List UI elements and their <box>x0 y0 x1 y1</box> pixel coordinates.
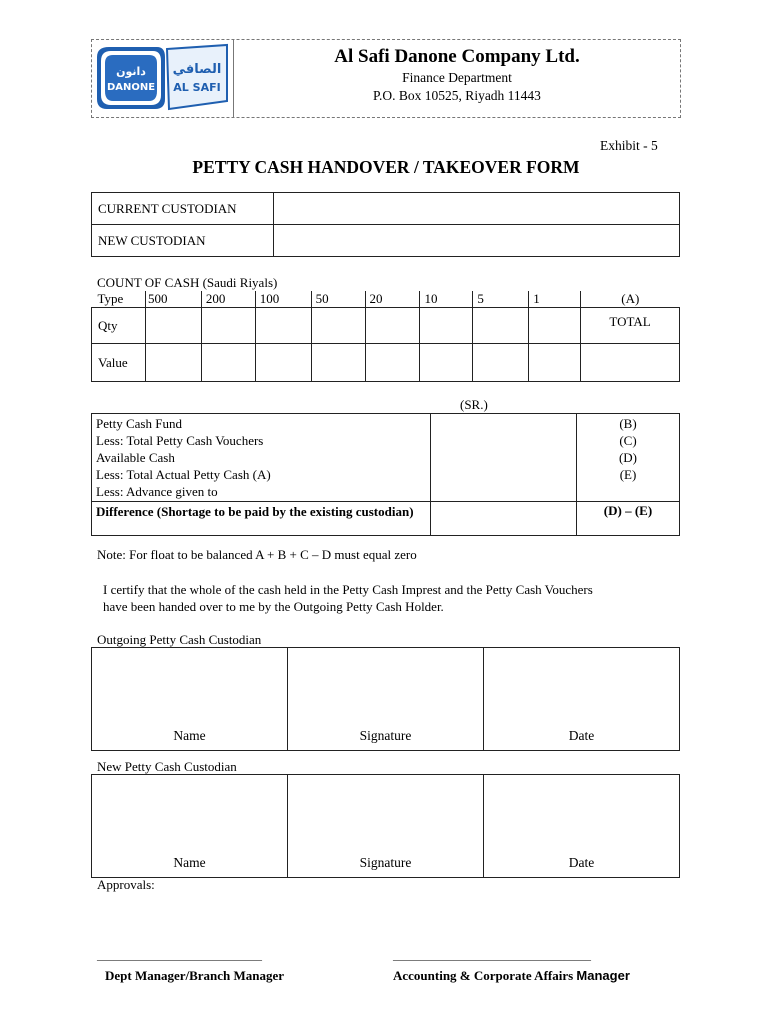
less-vouchers-label: Less: Total Petty Cash Vouchers <box>96 433 264 448</box>
certification-line-2: have been handed over to me by the Outgoing Petty Cash Holder. <box>103 599 444 614</box>
svg-text:DANONE: DANONE <box>106 82 156 93</box>
new-signature-table <box>91 774 680 878</box>
qty-cell[interactable] <box>529 308 581 344</box>
balance-note: Note: For float to be balanced A + B + C – D must equal zero <box>97 547 417 562</box>
available-cash-label: Available Cash <box>96 450 175 465</box>
accounting-manager-suffix: Manager <box>576 968 630 983</box>
qty-cell[interactable] <box>420 308 473 344</box>
value-cell[interactable] <box>311 344 365 382</box>
svg-text:دانون: دانون <box>116 65 146 78</box>
qty-row <box>92 308 680 344</box>
less-actual-cash-label: Less: Total Actual Petty Cash (A) <box>96 467 271 482</box>
outgoing-name-label: Name <box>173 728 206 743</box>
qty-cell[interactable] <box>365 308 420 344</box>
qty-cell[interactable] <box>311 308 365 344</box>
svg-text:AL SAFI: AL SAFI <box>173 81 221 94</box>
denomination-100: 100 <box>255 291 311 308</box>
new-name-cell[interactable] <box>92 775 288 878</box>
value-row <box>92 344 680 382</box>
code-e: (E) <box>619 467 637 482</box>
outgoing-date-cell[interactable] <box>484 648 680 751</box>
department-name: Finance Department <box>402 70 512 85</box>
less-advance-label: Less: Advance given to <box>96 484 218 499</box>
new-date-label: Date <box>568 855 595 870</box>
new-custodian-label: NEW CUSTODIAN <box>92 225 274 257</box>
approvals-label: Approvals: <box>97 877 155 892</box>
current-custodian-row <box>92 193 680 225</box>
new-custodian-row <box>92 225 680 257</box>
cash-count-table <box>91 291 680 382</box>
new-name-label: Name <box>173 855 206 870</box>
denomination-20: 20 <box>365 291 420 308</box>
sr-label: (SR.) <box>460 397 488 412</box>
po-box-address: P.O. Box 10525, Riyadh 11443 <box>373 88 541 103</box>
new-date-cell[interactable] <box>484 775 680 878</box>
value-label: Value <box>92 344 146 382</box>
form-title: PETTY CASH HANDOVER / TAKEOVER FORM <box>192 157 580 177</box>
dept-manager-label: Dept Manager/Branch Manager <box>105 968 285 983</box>
qty-cell[interactable] <box>145 308 201 344</box>
new-custodian-field[interactable] <box>274 225 680 257</box>
difference-code: (D) – (E) <box>577 502 680 536</box>
value-cell[interactable] <box>473 344 529 382</box>
new-signature-label: Signature <box>359 855 412 870</box>
value-cell[interactable] <box>201 344 255 382</box>
outgoing-custodian-label: Outgoing Petty Cash Custodian <box>97 632 262 647</box>
custodian-table <box>91 192 680 257</box>
outgoing-signature-label: Signature <box>359 728 412 743</box>
new-signature-cell[interactable] <box>288 775 484 878</box>
certification-line-1: I certify that the whole of the cash held in the Petty Cash Imprest and the Petty Cash Vouchers <box>103 582 593 597</box>
value-cell[interactable] <box>255 344 311 382</box>
exhibit-label: Exhibit - 5 <box>600 138 658 153</box>
company-logo <box>91 39 233 117</box>
accounting-manager-signature-line[interactable]: ____________________________________ <box>393 950 591 962</box>
outgoing-signature-table <box>91 647 680 751</box>
a-code: (A) <box>581 291 680 308</box>
qty-label: Qty <box>92 308 146 344</box>
type-row <box>92 291 680 308</box>
denomination-1: 1 <box>529 291 581 308</box>
current-custodian-label: CURRENT CUSTODIAN <box>92 193 274 225</box>
petty-cash-fund-label: Petty Cash Fund <box>96 416 182 431</box>
fund-amounts-cell[interactable] <box>431 414 577 502</box>
fund-labels-cell <box>92 414 431 502</box>
company-name: Al Safi Danone Company Ltd. <box>334 46 580 67</box>
denomination-10: 10 <box>420 291 473 308</box>
difference-amount-cell[interactable] <box>431 502 577 536</box>
denomination-200: 200 <box>201 291 255 308</box>
new-custodian-section-label: New Petty Cash Custodian <box>97 759 237 774</box>
total-value-cell[interactable] <box>581 344 680 382</box>
current-custodian-field[interactable] <box>274 193 680 225</box>
fund-codes-cell <box>577 414 680 502</box>
difference-label: Difference (Shortage to be paid by the existing custodian) <box>92 502 431 536</box>
count-of-cash-label: COUNT OF CASH (Saudi Riyals) <box>97 275 278 290</box>
type-label: Type <box>92 291 146 308</box>
denomination-500: 500 <box>145 291 201 308</box>
outgoing-date-label: Date <box>568 728 595 743</box>
accounting-manager-prefix: Accounting & Corporate Affairs <box>393 968 577 983</box>
fund-reconciliation-table <box>91 413 680 536</box>
code-d: (D) <box>618 450 638 465</box>
qty-cell[interactable] <box>201 308 255 344</box>
value-cell[interactable] <box>529 344 581 382</box>
code-b: (B) <box>619 416 637 431</box>
dept-manager-signature-line[interactable]: ______________________________ <box>97 950 262 962</box>
qty-cell[interactable] <box>473 308 529 344</box>
accounting-manager-label <box>393 968 630 984</box>
code-c: (C) <box>619 433 637 448</box>
denomination-50: 50 <box>311 291 365 308</box>
qty-cell[interactable] <box>255 308 311 344</box>
denomination-5: 5 <box>473 291 529 308</box>
value-cell[interactable] <box>420 344 473 382</box>
outgoing-name-cell[interactable] <box>92 648 288 751</box>
svg-text:الصافي: الصافي <box>172 62 222 77</box>
value-cell[interactable] <box>145 344 201 382</box>
logo-cell <box>91 39 234 118</box>
total-label: TOTAL <box>581 308 680 344</box>
outgoing-signature-cell[interactable] <box>288 648 484 751</box>
value-cell[interactable] <box>365 344 420 382</box>
